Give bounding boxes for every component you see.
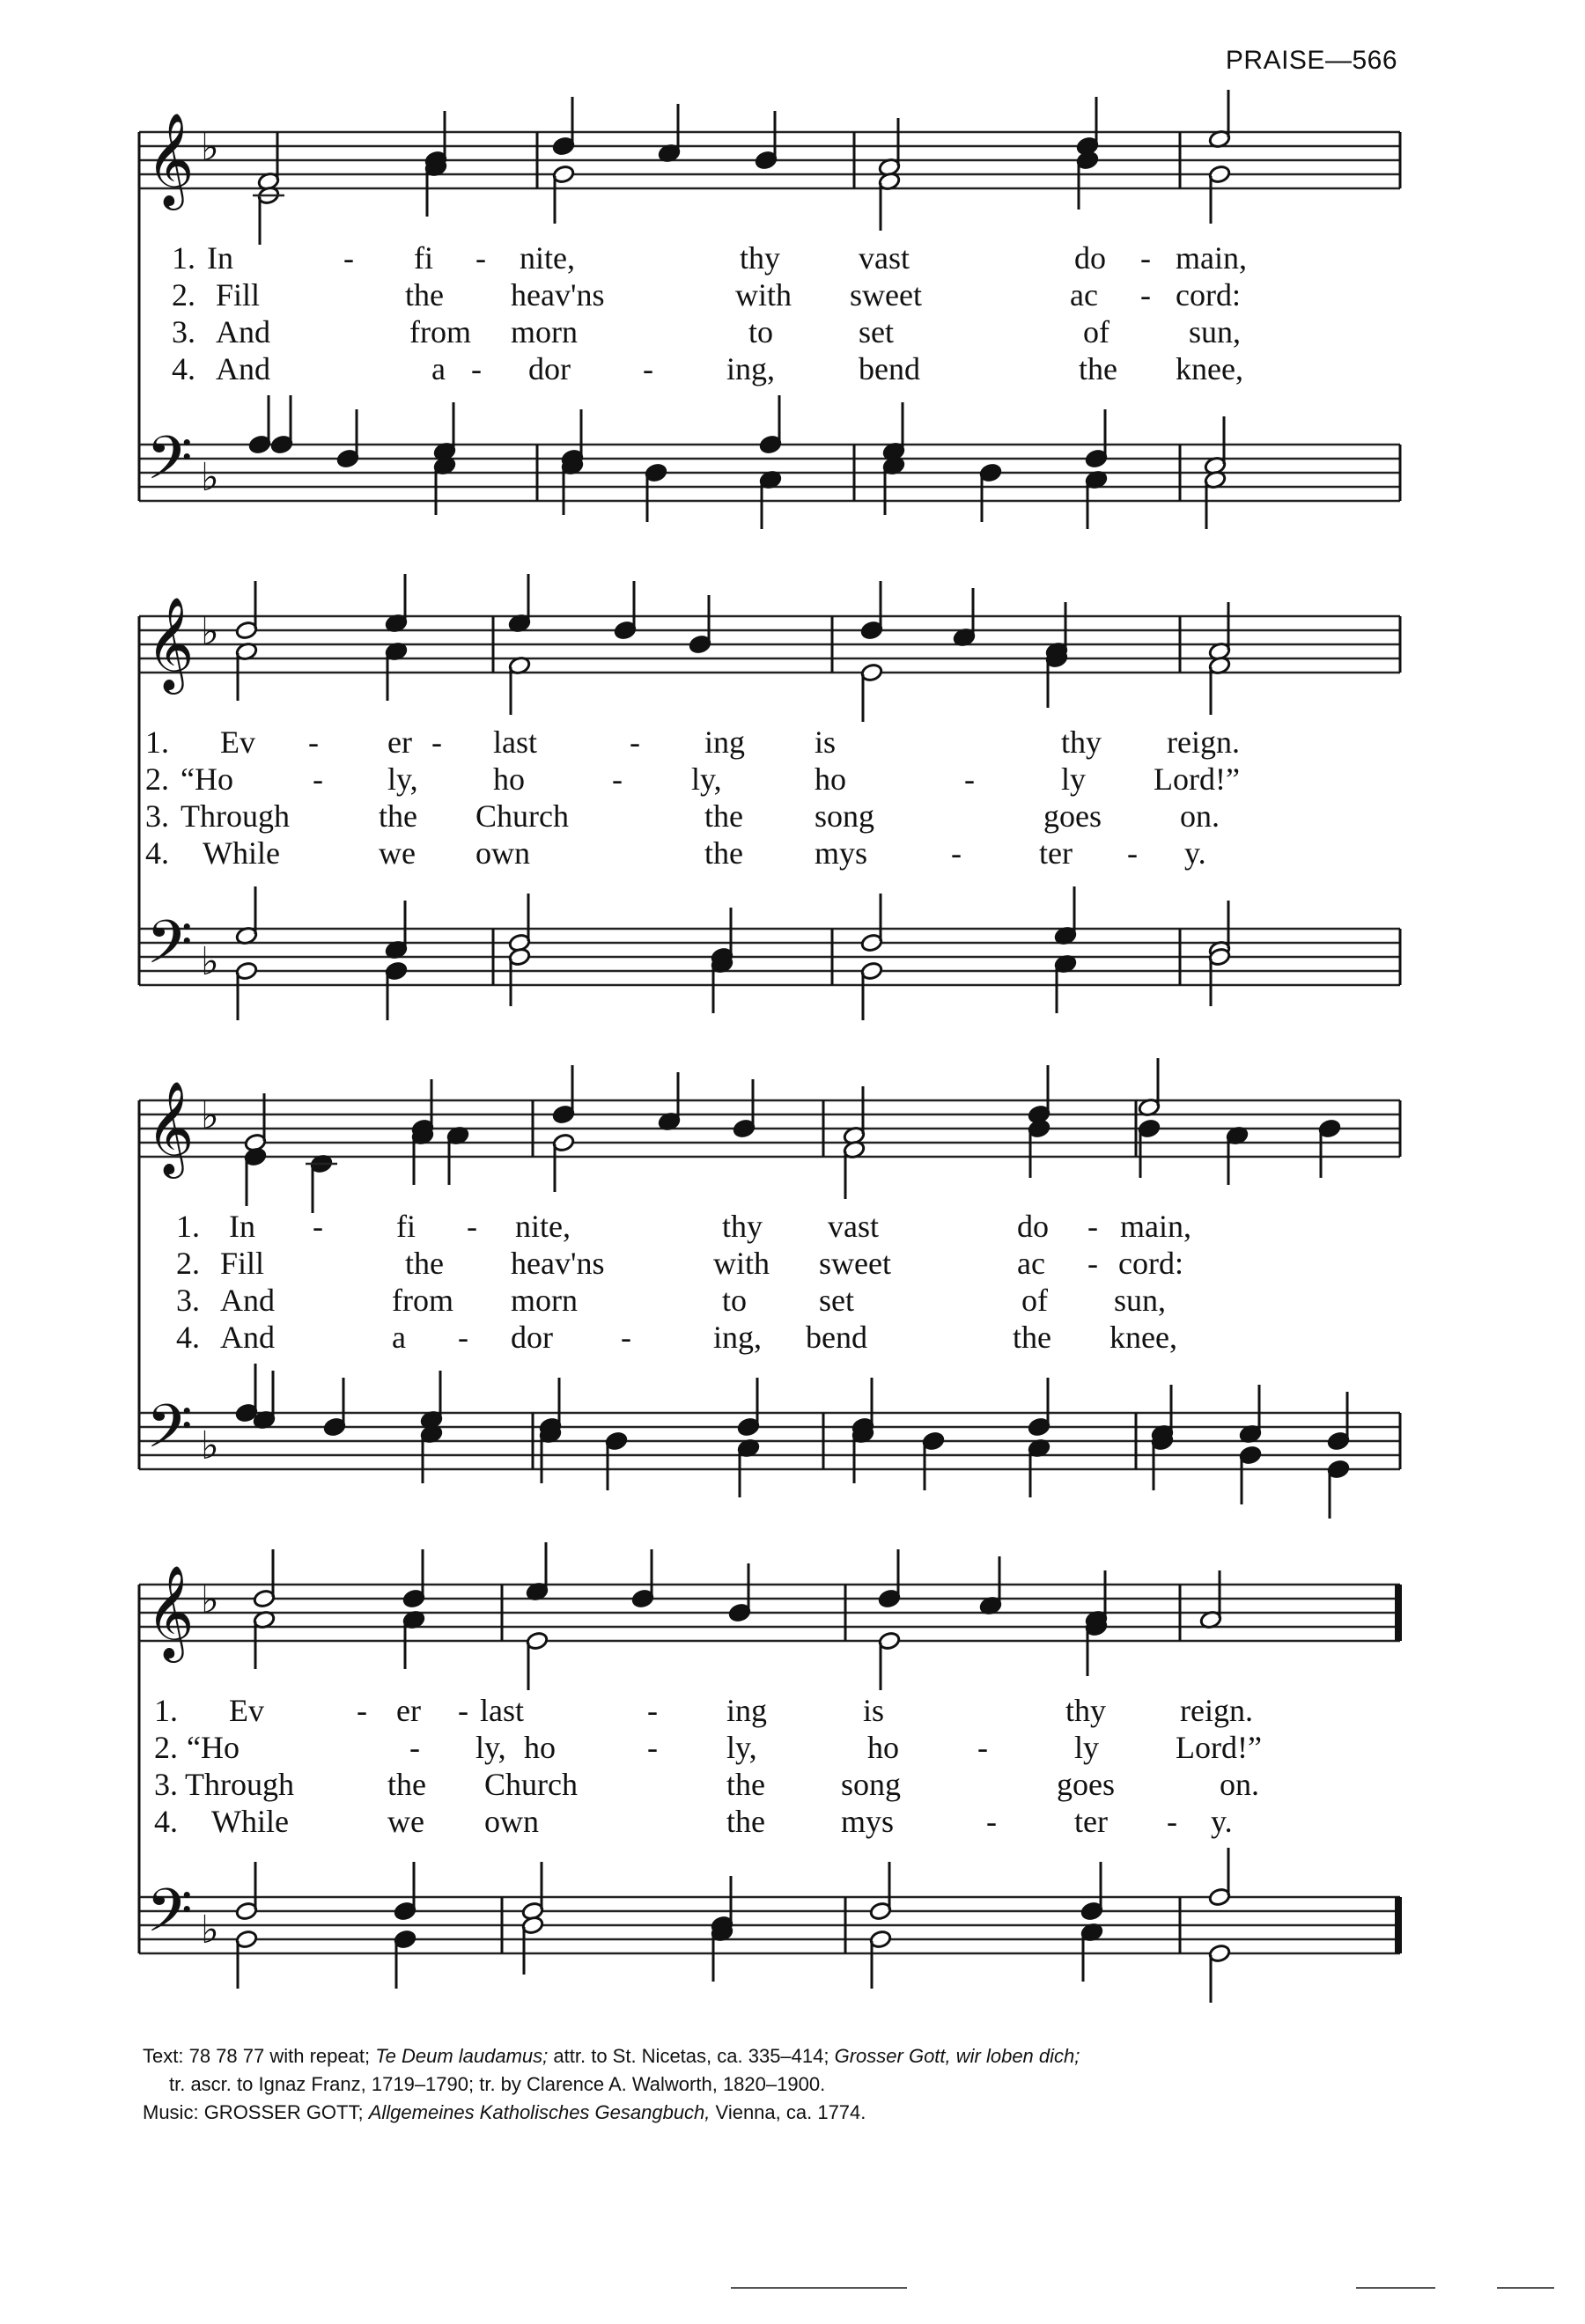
- hyphen: -: [343, 240, 354, 276]
- lyric-syllable: Fill: [220, 1246, 265, 1281]
- lyric-syllable: ly,: [476, 1730, 506, 1765]
- lyric-syllable: ing,: [713, 1320, 763, 1355]
- notes: [235, 574, 1231, 722]
- footer-rule: [1497, 2287, 1554, 2289]
- lyric-syllable: fi: [396, 1209, 416, 1244]
- notes: [235, 886, 1231, 1020]
- hyphen: -: [612, 761, 623, 797]
- hyphen: -: [964, 761, 975, 797]
- lyric-syllable: reign.: [1180, 1693, 1253, 1728]
- lyric-syllable: ly,: [691, 761, 722, 797]
- lyric-syllable: set: [859, 314, 894, 349]
- lyric-syllable: last: [480, 1693, 524, 1728]
- hymn-credits: [143, 2042, 1287, 2127]
- lyric-syllable: 2.: [176, 1246, 200, 1281]
- lyric-syllable: morn: [511, 1283, 578, 1318]
- lyric-syllable: song: [841, 1767, 902, 1802]
- lyric-syllable: Church: [476, 798, 569, 834]
- footer-rule: [731, 2287, 907, 2289]
- lyric-syllable: the: [1013, 1320, 1051, 1355]
- music-system-3: [0, 1065, 1585, 1505]
- lyric-syllable: sun,: [1114, 1283, 1167, 1318]
- key-signature-flat-icon: ♭: [201, 455, 219, 500]
- footer-rule: [1356, 2287, 1435, 2289]
- bass-clef-icon: 𝄢: [146, 1393, 193, 1476]
- lyric-syllable: last: [493, 724, 537, 760]
- hyphen: -: [313, 1209, 323, 1244]
- lyric-syllable: thy: [1061, 724, 1102, 760]
- lyric-syllable: to: [722, 1283, 748, 1318]
- treble-clef-icon: 𝄞: [146, 112, 195, 206]
- lyric-syllable: And: [220, 1320, 275, 1355]
- lyric-syllable: Through: [181, 798, 290, 834]
- lyric-syllable: own: [476, 835, 530, 871]
- lyric-syllable: the: [387, 1767, 426, 1802]
- lyric-syllable: morn: [511, 314, 578, 349]
- lyric-syllable: song: [815, 798, 875, 834]
- lyric-syllable: ho: [524, 1730, 556, 1765]
- hyphen: -: [1087, 1246, 1098, 1281]
- lyric-syllable: 2.: [154, 1730, 178, 1765]
- lyric-syllable: sweet: [819, 1246, 891, 1281]
- lyric-syllable: 1.: [154, 1693, 178, 1728]
- verse-3-line: [145, 798, 1220, 834]
- lyric-syllable: nite,: [515, 1209, 571, 1244]
- verse-2-line: [154, 1730, 1262, 1765]
- verse-2-line: [145, 761, 1240, 797]
- lyric-syllable: mys: [841, 1804, 895, 1839]
- hyphen: -: [467, 1209, 477, 1244]
- hyphen: -: [647, 1730, 658, 1765]
- lyric-syllable: to: [748, 314, 774, 349]
- lyric-syllable: on.: [1220, 1767, 1259, 1802]
- final-barline: [1395, 1897, 1402, 1953]
- hyphen: -: [308, 724, 319, 760]
- lyric-syllable: ly,: [726, 1730, 757, 1765]
- lyric-syllable: ing: [726, 1693, 768, 1728]
- verse-3-line: [172, 314, 1241, 349]
- lyric-syllable: ing,: [726, 351, 776, 386]
- key-signature-flat-icon: ♭: [201, 609, 219, 654]
- lyric-syllable: set: [819, 1283, 854, 1318]
- lyric-syllable: the: [1079, 351, 1117, 386]
- lyric-syllable: 3.: [154, 1767, 178, 1802]
- lyric-syllable: the: [379, 798, 417, 834]
- key-signature-flat-icon: ♭: [201, 1093, 219, 1138]
- lyric-syllable: “Ho: [181, 761, 233, 797]
- music-system-1: [0, 97, 1585, 537]
- lyric-syllable: Lord!”: [1154, 761, 1240, 797]
- lyric-syllable: Church: [484, 1767, 578, 1802]
- hyphen: -: [986, 1804, 997, 1839]
- verse-4-line: [172, 351, 1243, 386]
- hyphen: -: [643, 351, 653, 386]
- lyric-syllable: 4.: [172, 351, 195, 386]
- lyric-syllable: Ev: [229, 1693, 264, 1728]
- verse-1-line: [176, 1209, 1191, 1244]
- lyric-syllable: heav'ns: [511, 277, 605, 313]
- verse-2-line: [176, 1246, 1183, 1281]
- lyric-syllable: 3.: [172, 314, 195, 349]
- hyphen: -: [409, 1730, 420, 1765]
- lyric-syllable: a: [392, 1320, 406, 1355]
- music-system-2: [0, 581, 1585, 1021]
- final-barline: [1395, 1585, 1402, 1641]
- lyric-syllable: y.: [1184, 835, 1206, 871]
- lyric-syllable: 4.: [145, 835, 169, 871]
- notes: [253, 1542, 1222, 1690]
- lyric-syllable: main,: [1176, 240, 1247, 276]
- lyric-syllable: do: [1017, 1209, 1049, 1244]
- lyric-syllable: er: [387, 724, 412, 760]
- lyric-syllable: from: [392, 1283, 453, 1318]
- hyphen: -: [313, 761, 323, 797]
- lyric-syllable: knee,: [1110, 1320, 1177, 1355]
- lyric-syllable: sun,: [1189, 314, 1242, 349]
- lyric-syllable: of: [1083, 314, 1110, 349]
- lyric-syllable: on.: [1180, 798, 1220, 834]
- lyric-syllable: Through: [185, 1767, 294, 1802]
- bass-clef-icon: 𝄢: [146, 424, 193, 508]
- lyric-syllable: a: [431, 351, 446, 386]
- lyric-syllable: 4.: [154, 1804, 178, 1839]
- lyrics: [176, 1209, 1191, 1355]
- lyric-syllable: the: [704, 798, 743, 834]
- lyric-syllable: vast: [828, 1209, 879, 1244]
- notes: [253, 90, 1231, 245]
- lyric-syllable: nite,: [520, 240, 575, 276]
- verse-3-line: [176, 1283, 1166, 1318]
- lyric-syllable: er: [396, 1693, 421, 1728]
- lyric-syllable: is: [815, 724, 837, 760]
- lyric-syllable: Ev: [220, 724, 255, 760]
- hyphen: -: [647, 1693, 658, 1728]
- treble-clef-icon: 𝄞: [146, 1564, 195, 1658]
- hyphen: -: [458, 1320, 468, 1355]
- hyphen: -: [977, 1730, 988, 1765]
- hyphen: -: [1087, 1209, 1098, 1244]
- lyric-syllable: 1.: [172, 240, 195, 276]
- lyric-syllable: reign.: [1167, 724, 1240, 760]
- bass-clef-icon: 𝄢: [146, 908, 193, 992]
- lyric-syllable: with: [735, 277, 792, 313]
- lyric-syllable: mys: [815, 835, 868, 871]
- verse-4-line: [154, 1804, 1233, 1839]
- lyric-syllable: 3.: [145, 798, 169, 834]
- lyric-syllable: thy: [722, 1209, 763, 1244]
- lyric-syllable: ing: [704, 724, 746, 760]
- lyric-syllable: ac: [1070, 277, 1098, 313]
- hyphen: -: [621, 1320, 631, 1355]
- hyphen: -: [458, 1693, 468, 1728]
- hyphen: -: [1140, 277, 1151, 313]
- lyric-syllable: ly,: [387, 761, 418, 797]
- lyric-syllable: we: [379, 835, 416, 871]
- lyric-syllable: “Ho: [187, 1730, 240, 1765]
- hyphen: -: [471, 351, 482, 386]
- key-signature-flat-icon: ♭: [201, 125, 219, 170]
- key-signature-flat-icon: ♭: [201, 1578, 219, 1622]
- lyric-syllable: 1.: [145, 724, 169, 760]
- lyric-syllable: from: [409, 314, 471, 349]
- lyric-syllable: 4.: [176, 1320, 200, 1355]
- music-credit-line: Music: GROSSER GOTT; Allgemeines Katholisches Gesangbuch, Vienna, ca. 1774.: [143, 2101, 866, 2123]
- lyric-syllable: the: [405, 1246, 444, 1281]
- verse-2-line: [172, 277, 1241, 313]
- lyric-syllable: ter: [1074, 1804, 1108, 1839]
- lyric-syllable: While: [211, 1804, 289, 1839]
- lyric-syllable: And: [220, 1283, 275, 1318]
- lyric-syllable: sweet: [850, 277, 922, 313]
- lyric-syllable: And: [216, 314, 270, 349]
- lyric-syllable: In: [229, 1209, 255, 1244]
- lyric-syllable: bend: [859, 351, 920, 386]
- lyric-syllable: do: [1074, 240, 1106, 276]
- music-system-4: [0, 1549, 1585, 1989]
- lyric-syllable: goes: [1057, 1767, 1115, 1802]
- verse-4-line: [176, 1320, 1177, 1355]
- lyric-syllable: we: [387, 1804, 424, 1839]
- lyric-syllable: with: [713, 1246, 770, 1281]
- hyphen: -: [357, 1693, 367, 1728]
- lyric-syllable: heav'ns: [511, 1246, 605, 1281]
- page-title: PRAISE—566: [1225, 46, 1397, 75]
- notes: [244, 1058, 1341, 1213]
- key-signature-flat-icon: ♭: [201, 1423, 219, 1468]
- lyric-syllable: While: [203, 835, 280, 871]
- lyric-syllable: y.: [1211, 1804, 1233, 1839]
- verse-1-line: [145, 724, 1240, 760]
- hyphen: -: [476, 240, 486, 276]
- lyrics: [154, 1693, 1262, 1839]
- lyric-syllable: own: [484, 1804, 539, 1839]
- lyric-syllable: bend: [806, 1320, 867, 1355]
- lyric-syllable: cord:: [1118, 1246, 1183, 1281]
- lyric-syllable: main,: [1120, 1209, 1191, 1244]
- lyric-syllable: ly: [1074, 1730, 1100, 1765]
- bass-staff: [139, 1877, 1402, 1960]
- lyric-syllable: 3.: [176, 1283, 200, 1318]
- verse-1-line: [154, 1693, 1253, 1728]
- text-credit-line: Text: 78 78 77 with repeat; Te Deum laudamus; attr. to St. Nicetas, ca. 335–414; Grosser Gott, wir loben dich;: [143, 2045, 1080, 2067]
- hyphen: -: [1140, 240, 1151, 276]
- hyphen: -: [1167, 1804, 1177, 1839]
- hyphen: -: [1127, 835, 1138, 871]
- lyric-syllable: dor: [528, 351, 571, 386]
- lyric-syllable: Lord!”: [1176, 1730, 1262, 1765]
- lyric-syllable: the: [405, 277, 444, 313]
- lyric-syllable: thy: [740, 240, 781, 276]
- lyrics: [172, 240, 1247, 386]
- lyric-syllable: dor: [511, 1320, 553, 1355]
- lyric-syllable: is: [863, 1693, 885, 1728]
- notes: [248, 395, 1227, 529]
- lyric-syllable: ter: [1039, 835, 1073, 871]
- verse-3-line: [154, 1767, 1259, 1802]
- lyric-syllable: 1.: [176, 1209, 200, 1244]
- lyric-syllable: goes: [1043, 798, 1102, 834]
- treble-clef-icon: 𝄞: [146, 1080, 195, 1174]
- lyric-syllable: fi: [414, 240, 433, 276]
- hyphen: -: [951, 835, 962, 871]
- lyric-syllable: the: [726, 1804, 765, 1839]
- lyric-syllable: ho: [815, 761, 846, 797]
- treble-clef-icon: 𝄞: [146, 596, 195, 690]
- bass-clef-icon: 𝄢: [146, 1877, 193, 1960]
- hyphen: -: [630, 724, 640, 760]
- key-signature-flat-icon: ♭: [201, 939, 219, 984]
- verse-1-line: [172, 240, 1247, 276]
- hyphen: -: [431, 724, 442, 760]
- verse-4-line: [145, 835, 1206, 871]
- translation-credit-line: tr. ascr. to Ignaz Franz, 1719–1790; tr. by Clarence A. Walworth, 1820–1900.: [169, 2073, 826, 2095]
- lyric-syllable: ly: [1061, 761, 1087, 797]
- lyric-syllable: Fill: [216, 277, 261, 313]
- lyric-syllable: And: [216, 351, 270, 386]
- lyric-syllable: ho: [493, 761, 525, 797]
- lyric-syllable: knee,: [1176, 351, 1243, 386]
- lyric-syllable: vast: [859, 240, 910, 276]
- key-signature-flat-icon: ♭: [201, 1908, 219, 1953]
- lyric-syllable: In: [207, 240, 233, 276]
- lyric-syllable: the: [726, 1767, 765, 1802]
- lyric-syllable: ac: [1017, 1246, 1045, 1281]
- lyric-syllable: 2.: [145, 761, 169, 797]
- lyric-syllable: thy: [1065, 1693, 1107, 1728]
- lyric-syllable: 2.: [172, 277, 195, 313]
- lyric-syllable: cord:: [1176, 277, 1241, 313]
- lyric-syllable: ho: [867, 1730, 899, 1765]
- lyrics: [145, 724, 1240, 871]
- lyric-syllable: of: [1021, 1283, 1048, 1318]
- lyric-syllable: the: [704, 835, 743, 871]
